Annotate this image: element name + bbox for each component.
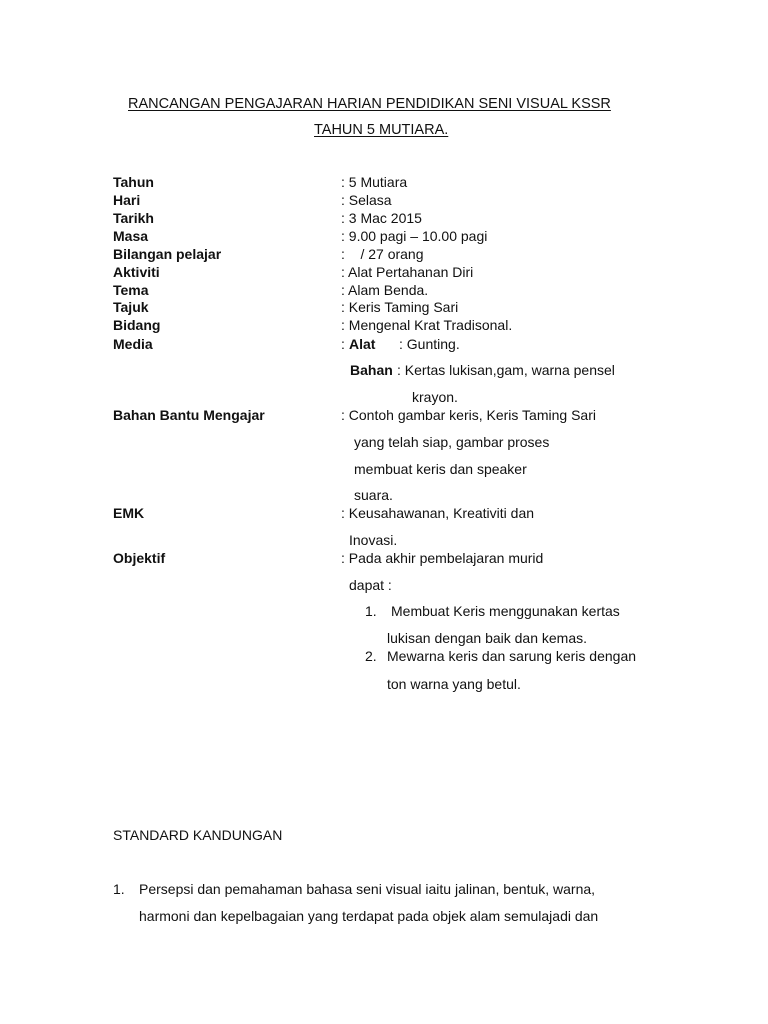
media-bahan-value: : Kertas lukisan,gam, warna pensel — [397, 362, 615, 378]
label-tarikh: Tarikh — [113, 210, 154, 226]
media-alat-value: : Gunting. — [399, 336, 460, 352]
value-hari: : Selasa — [341, 192, 392, 208]
objective-1-number: 1. — [365, 603, 377, 619]
standard-kandungan-heading: STANDARD KANDUNGAN — [113, 827, 283, 843]
value-bilangan-pelajar: : / 27 orang — [341, 246, 424, 262]
label-hari: Hari — [113, 192, 141, 208]
title-line-1: RANCANGAN PENGAJARAN HARIAN PENDIDIKAN SENI VISUAL KSSR — [128, 96, 611, 112]
media-colon: : — [341, 336, 345, 352]
label-tajuk: Tajuk — [113, 299, 149, 315]
value-tarikh: : 3 Mac 2015 — [341, 210, 422, 226]
objective-1-line-2: lukisan dengan baik dan kemas. — [387, 630, 588, 646]
label-masa: Masa — [113, 228, 149, 244]
label-aktiviti: Aktiviti — [113, 264, 160, 280]
value-masa: : 9.00 pagi – 10.00 pagi — [341, 228, 488, 244]
standard-item-1-number: 1. — [113, 881, 125, 897]
objective-1-line-1: Membuat Keris menggunakan kertas — [391, 603, 620, 619]
label-media: Media — [113, 336, 153, 352]
objective-2-line-1: Mewarna keris dan sarung keris dengan — [387, 648, 637, 664]
media-bahan-label: Bahan — [350, 362, 393, 378]
media-alat-label: Alat — [349, 336, 376, 352]
label-objektif: Objektif — [113, 550, 166, 566]
value-tema: : Alam Benda. — [341, 282, 429, 298]
objective-2-line-2: ton warna yang betul. — [387, 676, 521, 692]
objective-2-number: 2. — [365, 648, 377, 664]
standard-item-1-line-1: Persepsi dan pemahaman bahasa seni visual iaitu jalinan, bentuk, warna, — [139, 881, 596, 897]
value-objektif-line-2: dapat : — [349, 577, 392, 593]
label-bilangan-pelajar: Bilangan pelajar — [113, 246, 222, 262]
standard-item-1-line-2: harmoni dan kepelbagaian yang terdapat pada objek alam semulajadi dan — [139, 908, 599, 924]
value-bbm-line-2: yang telah siap, gambar proses — [354, 434, 550, 450]
label-tahun: Tahun — [113, 174, 154, 190]
value-bbm-line-4: suara. — [354, 487, 393, 503]
label-bahan-bantu-mengajar: Bahan Bantu Mengajar — [113, 407, 265, 423]
value-bbm-line-1: : Contoh gambar keris, Keris Taming Sari — [341, 407, 596, 423]
value-emk-line-2: Inovasi. — [349, 532, 398, 548]
value-aktiviti: : Alat Pertahanan Diri — [341, 264, 474, 280]
label-tema: Tema — [113, 282, 149, 298]
value-emk-line-1: : Keusahawanan, Kreativiti dan — [341, 505, 535, 521]
title-line-2: TAHUN 5 MUTIARA. — [314, 122, 449, 138]
label-bidang: Bidang — [113, 317, 161, 333]
value-objektif-line-1: : Pada akhir pembelajaran murid — [341, 550, 544, 566]
label-emk: EMK — [113, 505, 145, 521]
value-tahun: : 5 Mutiara — [341, 174, 408, 190]
value-tajuk: : Keris Taming Sari — [341, 299, 459, 315]
media-bahan-value-2: krayon. — [412, 389, 458, 405]
value-bbm-line-3: membuat keris dan speaker — [354, 461, 527, 477]
value-bidang: : Mengenal Krat Tradisonal. — [341, 317, 513, 333]
